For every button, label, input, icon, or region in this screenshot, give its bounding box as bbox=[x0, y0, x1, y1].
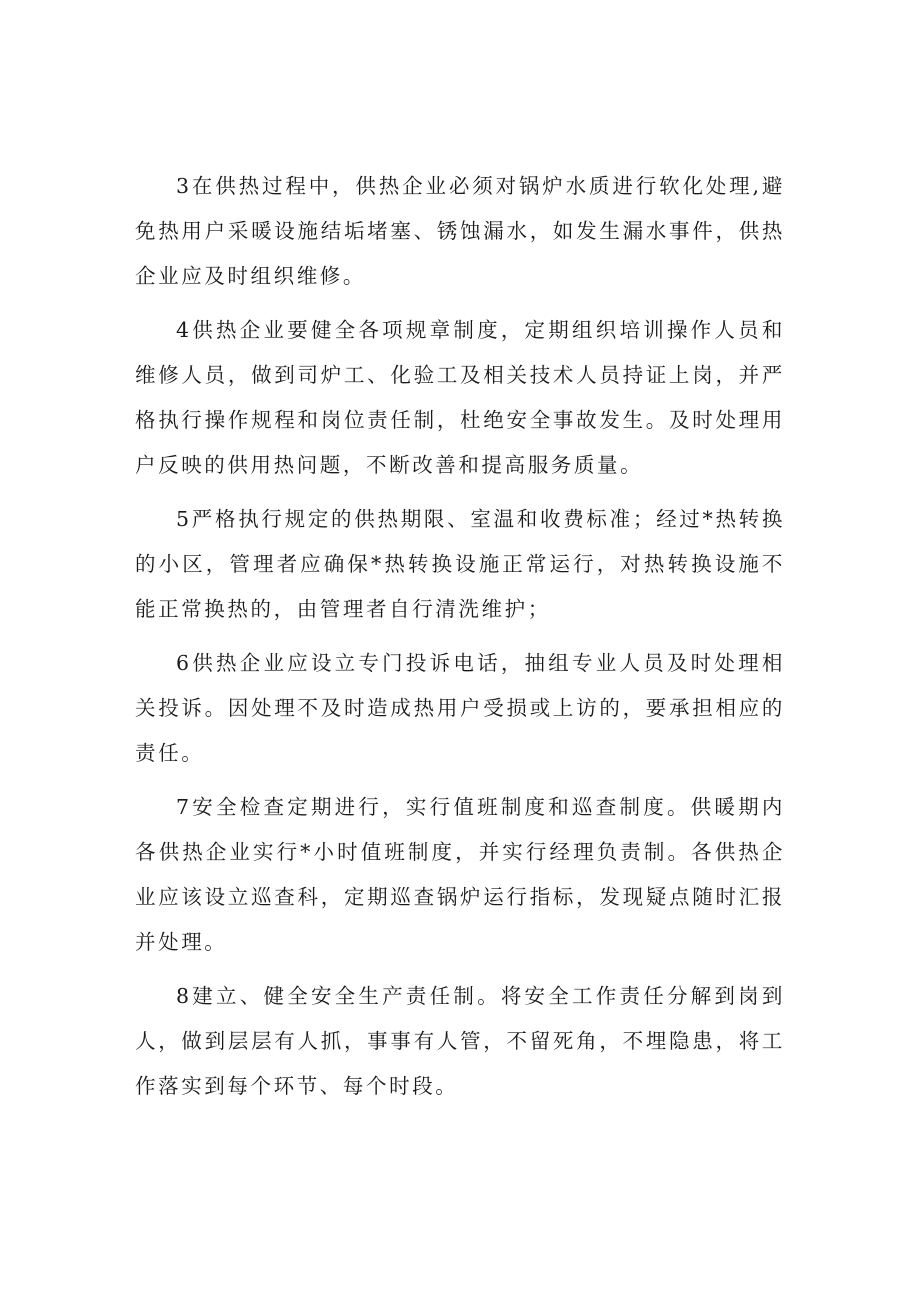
paragraph-item-6: 6供热企业应设立专门投诉电话，抽组专业人员及时处理相关投诉。因处理不及时造成热用户受损或上访的，要承担相应的责任。 bbox=[135, 651, 785, 765]
paragraph-item-7: 7安全检查定期进行，实行值班制度和巡查制度。供暖期内各供热企业实行*小时值班制度，并实行经理负责制。各供热企业应该设立巡查科，定期巡查锅炉运行指标，发现疑点随时汇报并处理。 bbox=[135, 795, 785, 954]
paragraph-item-5: 5严格执行规定的供热期限、室温和收费标准；经过*热转换的小区，管理者应确保*热转换设施正常运行，对热转换设施不能正常换热的，由管理者自行清洗维护； bbox=[135, 507, 785, 621]
document-body bbox=[135, 164, 785, 1118]
paragraph-item-3: 3在供热过程中，供热企业必须对锅炉水质进行软化处理,避免热用户采暖设施结垢堵塞、锈蚀漏水，如发生漏水事件，供热企业应及时组织维修。 bbox=[135, 174, 785, 288]
paragraph-item-8: 8建立、健全安全生产责任制。将安全工作责任分解到岗到人，做到层层有人抓，事事有人管，不留死角，不埋隐患，将工作落实到每个环节、每个时段。 bbox=[135, 984, 785, 1098]
paragraph-item-4: 4供热企业要健全各项规章制度，定期组织培训操作人员和维修人员，做到司炉工、化验工及相关技术人员持证上岗，并严格执行操作规程和岗位责任制，杜绝安全事故发生。及时处理用户反映的供用热问题，不断改善和提高服务质量。 bbox=[135, 318, 785, 477]
